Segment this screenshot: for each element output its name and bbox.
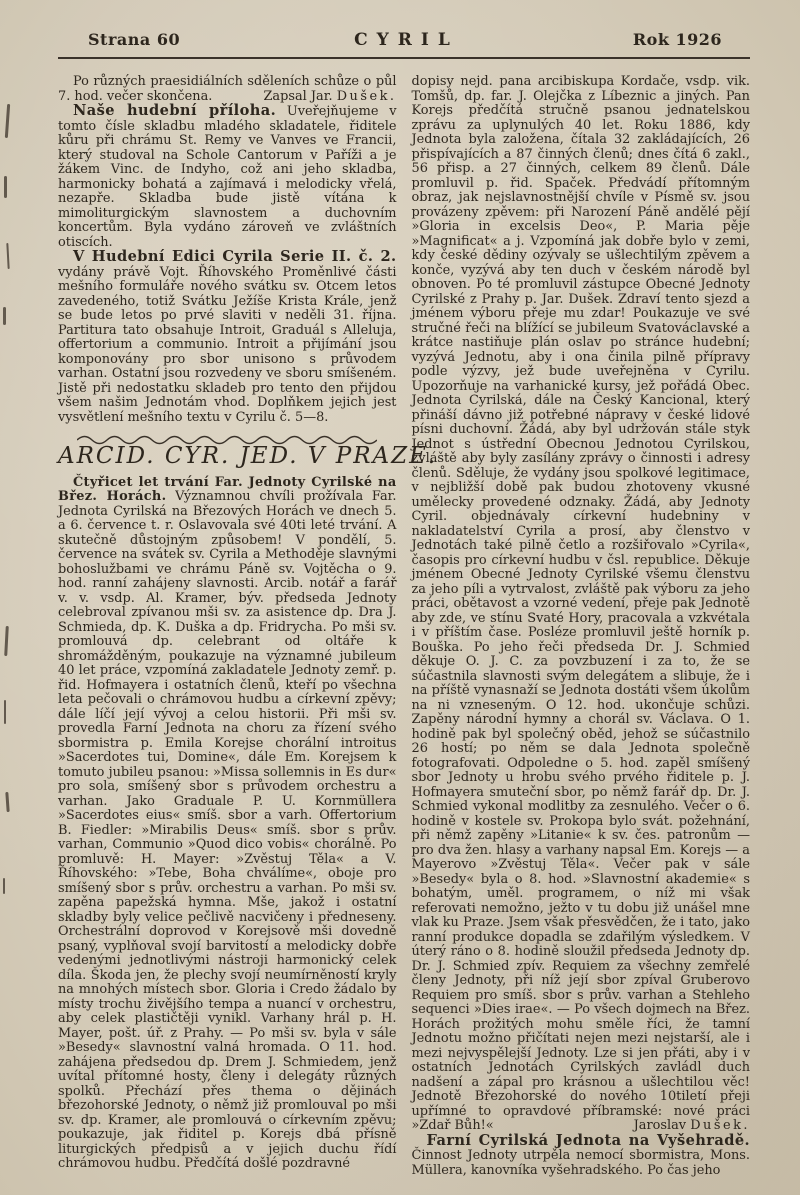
paragraph-lead: Naše hudební příloha. (73, 102, 277, 119)
scan-artifact (6, 243, 9, 269)
paragraph-40-years-jubilee (58, 476, 397, 1172)
scan-artifact (4, 626, 9, 656)
paragraph-text: Po různých praesidiálních sděleních schůze o půl 7. hod. večer skončena. (58, 74, 397, 104)
paragraph-music-supplement (58, 104, 397, 250)
header-rule (58, 57, 750, 59)
signature-prefix: Jaroslav (633, 1118, 687, 1133)
paragraph-lead: Farní Cyrilská Jednota na Vyšehradě. (426, 1131, 750, 1149)
signature-prefix: Zapsal Jar. (263, 88, 333, 104)
scan-artifact (3, 307, 6, 325)
page-number: Strana 60 (88, 30, 181, 49)
paragraph-meeting-close (58, 75, 397, 104)
paragraph-vysehrad-jednota (411, 1131, 751, 1179)
page-header (58, 30, 750, 50)
two-column-text (58, 75, 750, 1178)
scan-artifact (4, 176, 7, 198)
scan-artifact (3, 878, 5, 894)
scan-artifact (5, 104, 10, 138)
signature-surname: Dušek. (336, 88, 397, 104)
paragraph-text: dopisy nejd. pana arcibiskupa Kordače, vsdp. vik. Tomšů, dp. far. J. Olejčka z Líbeznic a jiných. Pan Korejs předčítá stručně psanou jednatelskou zprávu za uplynulých 40 let. Roku 1886, kdy Jednota byla založena, čítala 32 zakládajících, 26 přispívajících a 87 činných členů; dnes čítá 6 zakl., 56 přisp. a 27 činných, celkem 89 členů. Dále promluvil p. řid. Spaček. Předvádí přítomným obraz, jak nejslavnostnější chvíle v Písmě sv. jsou provázeny zpěvem: při Narození Páně andělé pějí »Gloria in excelsis Deo«, P. Maria pěje »Magnificat« a j. Vzpomíná jak dobře bylo v zemi, kdy české dědiny ozývaly se ušlechtilým zpěvem a konče, vyzývá aby ten duch v českém národě byl obnoven. Po té promluvil zástupce Obecné Jednoty Cyrilské z Prahy p. Jar. Dušek. Zdraví tento sjezd a jménem výboru přeje mu zdar! Poukazuje ve své stručné řeči na blížící se jubileum Svatováclavské a krátce nastiňuje plán oslav po stránce hudební; vyzývá Jednotu, aby i ona činila pilně přípravy podle výzvy, jež bude uveřejněna v Cyrilu. Upozorňuje na varhanické kursy, jež pořádá Obec. Jednota Cyrilská, dále na Český Kancional, který přináší dávno již potřebné nápravy v české lidové písni duchovní. Žádá, aby byl udržován stále styk Jednot s ústřední Obecnou Jednotou Cyrilskou, zvláště aby byly zasílány zprávy o činnosti i adresy členů. Sděluje, že vydány jsou spolkové legitimace, v nejbližší době pak budou zhotoveny vkusné umělecky provedené odznaky. Žádá, aby Jednoty Cyril. objednávaly církevní hudebniny v nakladatelství Cyrila a prosí, aby členstvo v Jednotách také pilně četlo a rozšiřovalo »Cyrila«, časopis pro církevní hudbu v čsl. republice. Děkuje jménem Obecné Jednoty Cyrilské všemu členstvu za jeho píli a vytrvalost, zvláště pak výboru za jeho práci, obětavost a vzorné vedení, přeje pak Jednotě aby zde, ve stínu Svaté Hory, pracovala a vzkvétala i v příštím čase. Posléze promluvil ještě horník p. Bouška. Po jeho řeči předseda Dr. J. Schmied děkuje O. J. C. za povzbuzení i za to, že se súčastnila slavnosti svým delegátem a slibuje, že i na příště vynasnaží se Jednota dostáti všem úkolům na ni vzneseným. O 12. hod. ukončuje schůzi. Zapěny národní hymny a chorál sv. Václava. O 1. hodině pak byl společný oběd, jehož se súčastnilo 26 hostí; po něm se dala Jednota společně fotografovati. Odpoledne o 5. hod. zapěl smíšený sbor Jednoty u hrobu svého prvého řiditele p. J. Hofmayera smuteční sbor, po němž farář dp. Dr. J. Schmied vykonal modlitby za zesnulého. Večer o 6. hodině v kostele sv. Prokopa bylo svát. požehnání, při němž zapěny »Litanie« k sv. čes. patronům — pro dva žen. hlasy a varhany napsal Em. Korejs — a Mayerovo »Zvěstuj Těla«. Večer pak v sále »Besedy« byla o 8. hod. »Slavnostní akademie« s bohatým, uměl. programem, o níž mi však referovati nemožno, ježto v tu dobu již unášel mne vlak ku Praze. Jsem však přesvědčen, že i tato, jako ranní produkce dopadla se zdařilým výsledkem. V úterý ráno o 8. hodině sloužil předseda Jednoty dp. Dr. J. Schmied zpív. Requiem za všechny zemřelé členy Jednoty, při níž její sbor zpíval Gruberovo Requiem pro smíš. sbor s prův. varhan a Stehleho sequenci »Dies irae«. — Po všech dojmech na Břez. Horách prožitých mohu směle říci, že tamní Jednotu možno přičítati nejen mezi nejstarší, ale i mezi nejvyspělejší Jednoty. Lze si jen přáti, aby i v ostatních Jednotách Cyrilských zavládl duch nadšení a zápal pro krásnou a ušlechtilou věc! Jednotě Březohorské do nového 10tiletí přeji upřímné to opravdové příbramské: nové práci »Zdař Bůh!« (411, 74, 750, 1133)
paragraph-edition-cyrila (58, 250, 397, 425)
year-label: Rok 1926 (632, 30, 722, 49)
paragraph-text: vydány právě Vojt. Říhovského Proměnlivé části mešního formuláře nového svátku sv. Otcem letos zavedeného, totiž Svátku Ježíše Krista Krále, jenž se bude letos po prvé slaviti v neděli 31. října. Partitura tato obsahuje Introit, Graduál s Alleluja, offertorium a communio. Introit a přijímání jsou komponovány pro sbor unisono s průvodem varhan. Ostatní jsou rozvedeny ve sboru smíšeném. Jistě při nedostatku skladeb pro tento den přijdou všem našim Jednotám vhod. Doplňkem jejich jest vysvětlení mešního textu v Cyrilu č. 5—8. (58, 264, 397, 425)
page-content (58, 30, 750, 1178)
paragraph-lead: V Hudební Edici Cyrila Serie II. č. 2. (73, 248, 397, 265)
scan-artifact (5, 792, 9, 812)
right-column (412, 75, 751, 1178)
paragraph-text: Významnou chvíli prožívala Far. Jednota Cyrilská na Březových Horách ve dnech 5. a 6. července t. r. Oslavovala své 40ti leté trvání. A skutečně důstojným způsobem! V pondělí, 5. července na svátek sv. Cyrila a Methoděje slavnými bohoslužbami ve chrámu Páně sv. Vojtěcha o 9. hod. ranní zahájeny slavnosti. Arcib. notář a farář v. v. vsdp. Al. Kramer, býv. předseda Jednoty celebroval zpívanou mši sv. za asistence dp. Dra J. Schmieda, dp. K. Duška a dp. Fridrycha. Po mši sv. promlouvá dp. celebrant od oltáře k shromážděným, poukazuje na významné jubileum 40 let práce, vzpomíná zakladatele Jednoty zemř. p. řid. Hofmayera i ostatních členů, kteří po všechna leta pečovali o chrámovou hudbu a církevní zpěvy; dále líčí její vývoj a celou historii. Při mši sv. provedla Farní Jednota na choru za řízení svého sbormistra p. Emila Korejse chorální introitus »Sacerdotes tui, Domine«, dále Em. Korejsem k tomuto jubileu psanou: »Missa sollemnis in Es dur« pro sola, smíšený sbor s průvodem orchestru a varhan. Jako Graduale P. U. Kornmüllera »Sacerdotes eius« smíš. sbor a varh. Offertorium B. Fiedler: »Mirabilis Deus« smíš. sbor s prův. varhan, Communio »Quod dico vobis« chorálně. Po promluvě: H. Mayer: »Zvěstuj Těla« a V. Říhovského: »Tebe, Boha chválíme«, oboje pro smíšený sbor s prův. orchestru a varhan. Po mši sv. zapěna papežská hymna. Mše, jakož i ostatní skladby byly velice pečlivě nacvičeny i předneseny. Orchestrální doprovod v Korejsově mši dovedně psaný, vyplňoval svojí barvitostí a melodicky dobře vedenými jednotlivými nástroji harmonický celek díla. Škoda jen, že plechy svojí neumírněností kryly na mnohých místech sbor. Gloria i Credo žádalo by místy trochu živějšího tempa a nuancí v orchestru, aby celek plastičtěji vynikl. Varhany hrál p. H. Mayer, pošt. úř. z Prahy. — Po mši sv. byla v sále »Besedy« slavnostní valná hromada. O 11. hod. zahájena předsedou dp. Drem J. Schmiedem, jenž uvítal přítomné hosty, členy i delegáty různých spolků. Přechází přes thema o dějinách březohorské Jednoty, o němž již promlouval po mši sv. dp. Kramer, ale promlouvá o církevním zpěvu; poukazuje, jak řiditel p. Korejs dbá přísně liturgických předpisů a v jejich duchu řídí chrámovou hudbu. Předčítá došlé pozdravné (58, 489, 397, 1171)
signature-surname: Dušek. (690, 1118, 750, 1133)
paragraph-text: Činnost Jednoty utrpěla nemocí sbormistra, Mons. Müllera, kanovníka vyšehradského. Po čas jeho (411, 1148, 750, 1178)
section-heading: ARCID. CYR. JED. V PRAZE. (58, 443, 438, 469)
scan-artifact (4, 700, 6, 724)
left-column (58, 74, 438, 1178)
paragraph-text: Uveřejňujeme v tomto čísle skladbu mladého skladatele, řiditele kůru při chrámu St. Remy ve Vanves ve Francii, který studoval na Schole Cantorum v Paříži a je žákem Vinc. de Indyho, což ani jeho skladba, harmonicky bohatá a zajímavá i melodicky vřelá, nezapře. Skladba bude jistě vítána k mimoliturgickým slavnostem a duchovním koncertům. Byla vydáno zároveň ve zvláštních otiscích. (58, 104, 397, 250)
paragraph-lead: Čtyřicet let trvání Far. Jednoty Cyrilské na Břez. Horách. (58, 474, 397, 504)
journal-title: CYRIL (354, 30, 459, 50)
paragraph-jubilee-continuation (412, 75, 751, 1134)
